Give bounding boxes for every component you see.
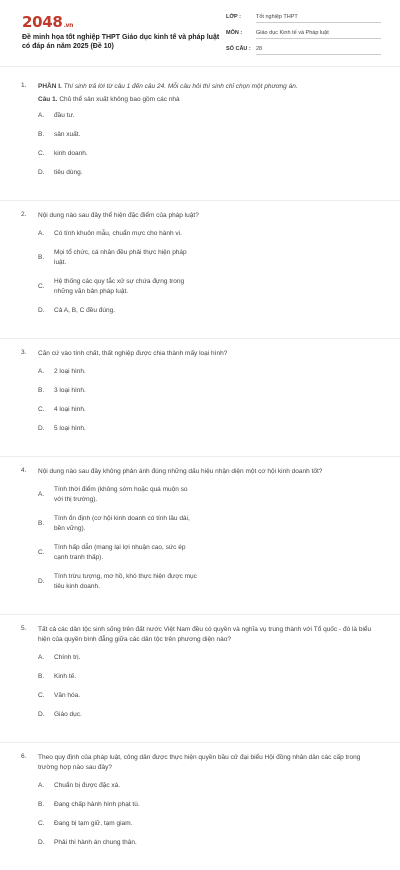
option-label: D. bbox=[38, 307, 45, 314]
option-b[interactable] bbox=[38, 130, 210, 140]
option-label: C. bbox=[38, 820, 45, 827]
option-c[interactable] bbox=[38, 277, 210, 297]
options bbox=[38, 367, 380, 443]
options bbox=[38, 653, 380, 729]
option-d[interactable] bbox=[38, 168, 210, 178]
option-label: C. bbox=[38, 406, 45, 413]
sub-question-text: Chủ thể sản xuất không bao gồm các nhà bbox=[59, 96, 180, 103]
question-6 bbox=[0, 743, 400, 857]
question-number: 2. bbox=[21, 211, 27, 218]
option-b[interactable] bbox=[38, 800, 210, 810]
option-label: B. bbox=[38, 131, 45, 138]
option-d[interactable] bbox=[38, 572, 210, 592]
question-number: 6. bbox=[21, 753, 27, 760]
option-text: tiêu dùng. bbox=[54, 169, 83, 176]
options bbox=[38, 229, 380, 325]
question-4 bbox=[0, 457, 400, 601]
option-text: sản xuất. bbox=[54, 131, 81, 138]
question-number: 5. bbox=[21, 625, 27, 632]
question-1 bbox=[0, 72, 400, 187]
option-a[interactable] bbox=[38, 781, 210, 791]
meta-label: SỐ CÂU : bbox=[226, 46, 251, 52]
option-text: Đang chấp hành hình phạt tù. bbox=[54, 801, 140, 808]
option-label: C. bbox=[38, 692, 45, 699]
option-text: 2 loại hình. bbox=[54, 368, 86, 375]
option-label: B. bbox=[38, 801, 45, 808]
option-label: C. bbox=[38, 150, 45, 157]
option-b[interactable] bbox=[38, 672, 210, 682]
option-text: Tính hấp dẫn (mang lại lợi nhuận cao, sức ép cạnh tranh thấp). bbox=[54, 544, 186, 561]
question-text: Theo quy định của pháp luật, công dân được thực hiện quyền bầu cử đại biểu Hội đồng nhân dân các cấp trong trường hợp nào sau đây? bbox=[38, 754, 361, 771]
option-a[interactable] bbox=[38, 111, 210, 121]
option-text: Đang bị tạm giữ, tạm giam. bbox=[54, 820, 133, 827]
option-label: A. bbox=[38, 230, 45, 237]
options bbox=[38, 485, 380, 601]
question-text: Nội dung nào sau đây thể hiện đặc điểm của pháp luật? bbox=[38, 212, 199, 219]
option-label: D. bbox=[38, 839, 45, 846]
part-label: PHẦN I. bbox=[38, 83, 62, 90]
logo-domain: .vn bbox=[63, 22, 74, 29]
options bbox=[38, 111, 380, 187]
question-number: 1. bbox=[21, 82, 27, 89]
options bbox=[38, 781, 380, 857]
meta-row-class bbox=[226, 14, 381, 30]
option-c[interactable] bbox=[38, 691, 210, 701]
option-a[interactable] bbox=[38, 367, 210, 377]
option-text: kinh doanh. bbox=[54, 150, 88, 157]
option-label: A. bbox=[38, 368, 45, 375]
option-text: Cả A, B, C đều đúng. bbox=[54, 307, 116, 314]
option-label: D. bbox=[38, 711, 45, 718]
meta-value: Giáo dục Kinh tế và Pháp luật bbox=[256, 30, 381, 39]
option-a[interactable] bbox=[38, 485, 210, 505]
option-d[interactable] bbox=[38, 838, 210, 848]
question-text: Căn cứ vào tính chất, thất nghiệp được chia thành mấy loại hình? bbox=[38, 350, 228, 357]
meta-label: LỚP : bbox=[226, 14, 241, 20]
option-text: Chuẩn bị được đặc xá. bbox=[54, 782, 121, 789]
option-label: D. bbox=[38, 169, 45, 176]
meta-row-subject bbox=[226, 30, 381, 46]
option-label: A. bbox=[38, 491, 45, 498]
option-text: Có tính khuôn mẫu, chuẩn mực cho hành vi. bbox=[54, 230, 182, 237]
meta-row-count bbox=[226, 46, 381, 62]
question-text: Nội dung nào sau đây không phản ánh đúng những dấu hiệu nhận diện một cơ hội kinh doanh tốt? bbox=[38, 468, 323, 475]
option-d[interactable] bbox=[38, 424, 210, 434]
question-number: 3. bbox=[21, 349, 27, 356]
option-b[interactable] bbox=[38, 248, 210, 268]
option-c[interactable] bbox=[38, 819, 210, 829]
question-3 bbox=[0, 339, 400, 443]
sub-question bbox=[38, 96, 380, 103]
question-5 bbox=[0, 615, 400, 729]
header-divider bbox=[0, 66, 400, 67]
question-text bbox=[38, 72, 380, 92]
question-list bbox=[0, 72, 400, 870]
question-2 bbox=[0, 201, 400, 325]
meta-label: MÔN : bbox=[226, 30, 243, 36]
option-text: Mọi tổ chức, cá nhân đều phải thực hiện pháp luật. bbox=[54, 249, 187, 266]
document-title: Đề minh họa tốt nghiệp THPT Giáo dục kinh tế và pháp luật có đáp án năm 2025 (Đề 10) bbox=[22, 34, 220, 50]
option-label: B. bbox=[38, 673, 45, 680]
option-label: A. bbox=[38, 654, 45, 661]
question-number: 4. bbox=[21, 467, 27, 474]
option-c[interactable] bbox=[38, 149, 210, 159]
option-label: B. bbox=[38, 387, 45, 394]
option-text: Văn hóa. bbox=[54, 692, 81, 699]
option-text: Hệ thống các quy tắc xử sự chứa đựng trong những văn bản pháp luật. bbox=[54, 278, 185, 295]
option-d[interactable] bbox=[38, 710, 210, 720]
option-label: C. bbox=[38, 549, 45, 556]
option-label: A. bbox=[38, 112, 45, 119]
option-text: Tính trừu tượng, mơ hồ, khó thực hiện được mục tiêu kinh doanh. bbox=[54, 573, 197, 590]
option-text: Phải thi hành án chung thân. bbox=[54, 839, 137, 846]
option-text: Tính thời điểm (không sớm hoặc quá muộn so với thị trường). bbox=[54, 486, 188, 503]
option-label: B. bbox=[38, 254, 45, 261]
option-text: Kinh tế. bbox=[54, 673, 77, 680]
option-c[interactable] bbox=[38, 405, 210, 415]
option-text: Chính trị. bbox=[54, 654, 81, 661]
option-text: Tính ổn định (cơ hội kinh doanh có tính lâu dài, bền vững). bbox=[54, 515, 190, 532]
question-text: Tất cả các dân tộc sinh sống trên đất nước Việt Nam đều có quyền và nghĩa vụ trung thành với Tổ quốc - đó là biểu hiện của quyền bình đẳng giữa các dân tộc trên phương diện nào? bbox=[38, 626, 372, 643]
option-text: đầu tư. bbox=[54, 112, 75, 119]
option-text: 4 loại hình. bbox=[54, 406, 86, 413]
option-d[interactable] bbox=[38, 306, 210, 316]
sub-question-label: Câu 1. bbox=[38, 96, 58, 103]
option-label: C. bbox=[38, 283, 45, 290]
option-label: B. bbox=[38, 520, 45, 527]
option-label: D. bbox=[38, 578, 45, 585]
site-logo[interactable] bbox=[22, 13, 73, 31]
option-text: 5 loại hình. bbox=[54, 425, 86, 432]
option-text: 3 loại hình. bbox=[54, 387, 86, 394]
option-b[interactable] bbox=[38, 514, 210, 534]
option-a[interactable] bbox=[38, 229, 210, 239]
meta-value: Tốt nghiệp THPT bbox=[256, 14, 381, 23]
option-label: D. bbox=[38, 425, 45, 432]
meta-table bbox=[226, 14, 381, 62]
option-b[interactable] bbox=[38, 386, 210, 396]
option-label: A. bbox=[38, 782, 45, 789]
option-c[interactable] bbox=[38, 543, 210, 563]
logo-main: 2048 bbox=[22, 13, 63, 31]
meta-value: 28 bbox=[256, 46, 381, 55]
option-text: Giáo dục. bbox=[54, 711, 82, 718]
option-a[interactable] bbox=[38, 653, 210, 663]
document-header bbox=[0, 0, 400, 66]
part-instruction: Thí sinh trả lời từ câu 1 đến câu 24. Mỗi câu hỏi thí sinh chỉ chọn một phương án. bbox=[63, 83, 298, 90]
